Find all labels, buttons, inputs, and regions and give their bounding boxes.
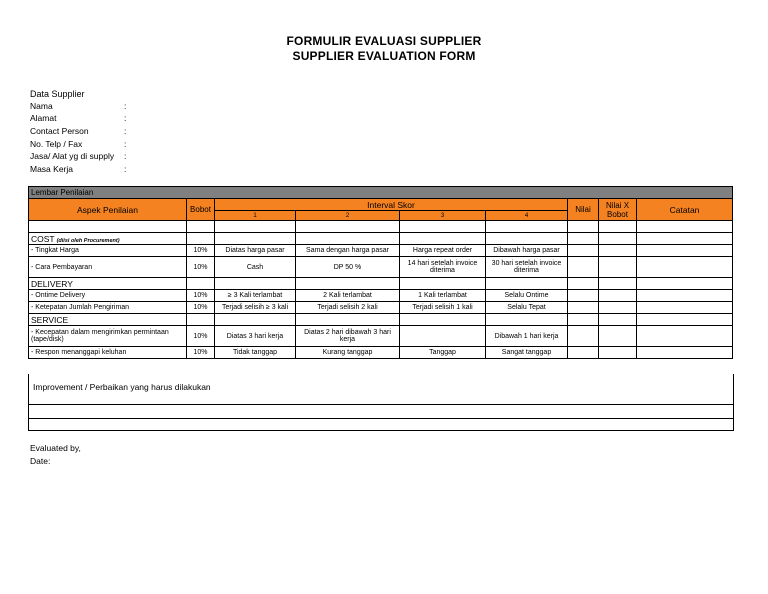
score-3-cell: 14 hari setelah invoice diterima [400, 257, 486, 278]
cost-note: (diisi oleh Procurement) [56, 237, 120, 244]
blank-cell [637, 233, 733, 245]
evaluated-by-label: Evaluated by, [30, 443, 81, 453]
score-2-cell: Terjadi selisih 2 kali [296, 302, 400, 314]
header-bobot: Bobot [187, 199, 215, 221]
service-section-row [29, 314, 733, 326]
nilai-bobot-cell[interactable] [599, 290, 637, 302]
blank-cell [187, 233, 215, 245]
nilai-cell[interactable] [568, 326, 599, 347]
field-contact-colon: : [124, 126, 127, 136]
score-2-cell: Sama dengan harga pasar [296, 245, 400, 257]
catatan-cell[interactable] [637, 347, 733, 359]
nilai-bobot-cell[interactable] [599, 326, 637, 347]
section-title: Lembar Penilaian [29, 187, 733, 199]
blank-cell [568, 278, 599, 290]
blank-cell [296, 233, 400, 245]
score-4-cell: Dibawah harga pasar [486, 245, 568, 257]
score-3-cell [400, 326, 486, 347]
blank-cell [486, 221, 568, 233]
blank-cell [568, 314, 599, 326]
nilai-cell[interactable] [568, 302, 599, 314]
blank-cell [187, 221, 215, 233]
improvement-line [29, 418, 733, 419]
field-masa-kerja-colon: : [124, 164, 127, 174]
header-interval: Interval Skor [215, 199, 568, 211]
cost-label: COST [31, 233, 55, 244]
field-telp-colon: : [124, 139, 127, 149]
blank-cell [486, 314, 568, 326]
nilai-bobot-cell[interactable] [599, 302, 637, 314]
catatan-cell[interactable] [637, 326, 733, 347]
blank-cell [486, 233, 568, 245]
field-contact-label: Contact Person [30, 126, 89, 136]
score-2-cell: DP 50 % [296, 257, 400, 278]
table-row [29, 326, 733, 347]
score-3-cell: Tanggap [400, 347, 486, 359]
blank-cell [400, 314, 486, 326]
score-3-cell: Terjadi selisih 1 kali [400, 302, 486, 314]
data-supplier-heading: Data Supplier [30, 89, 85, 99]
field-masa-kerja-label: Masa Kerja [30, 164, 73, 174]
blank-cell [29, 221, 187, 233]
blank-cell [486, 278, 568, 290]
aspek-cell: - Ketepatan Jumlah Pengiriman [29, 302, 187, 314]
catatan-cell[interactable] [637, 257, 733, 278]
bobot-cell: 10% [187, 347, 215, 359]
blank-cell [215, 314, 296, 326]
blank-cell [400, 221, 486, 233]
table-row [29, 302, 733, 314]
score-1-cell: Diatas harga pasar [215, 245, 296, 257]
date-label: Date: [30, 456, 51, 466]
nilai-cell[interactable] [568, 257, 599, 278]
blank-cell [187, 314, 215, 326]
score-1-cell: ≥ 3 Kali terlambat [215, 290, 296, 302]
table-row [29, 257, 733, 278]
nilai-cell[interactable] [568, 290, 599, 302]
table-row [29, 245, 733, 257]
nilai-bobot-cell[interactable] [599, 347, 637, 359]
field-nama-colon: : [124, 101, 127, 111]
score-4-cell: Sangat tanggap [486, 347, 568, 359]
score-4-cell: Selalu Tepat [486, 302, 568, 314]
blank-cell [568, 221, 599, 233]
nilai-bobot-cell[interactable] [599, 257, 637, 278]
score-4-cell: 30 hari setelah invoice diterima [486, 257, 568, 278]
field-alamat-colon: : [124, 113, 127, 123]
service-label: SERVICE [29, 314, 187, 326]
field-nama-label: Nama [30, 101, 53, 111]
section-bar [29, 187, 733, 199]
header-row [29, 199, 733, 211]
catatan-cell[interactable] [637, 290, 733, 302]
blank-cell [296, 221, 400, 233]
improvement-line [29, 404, 733, 405]
score-1-cell: Tidak tanggap [215, 347, 296, 359]
score-3-cell: Harga repeat order [400, 245, 486, 257]
form-title: FORMULIR EVALUASI SUPPLIER [286, 34, 482, 48]
header-nilai-bobot: Nilai X Bobot [599, 199, 637, 221]
header-aspek: Aspek Penilaian [29, 199, 187, 221]
header-nilai: Nilai [568, 199, 599, 221]
score-1-cell: Terjadi selisih ≥ 3 kali [215, 302, 296, 314]
score-2-cell: Diatas 2 hari dibawah 3 hari kerja [296, 326, 400, 347]
aspek-cell: - Kecepatan dalam mengirimkan permintaan (tape/disk) [29, 326, 187, 347]
improvement-box[interactable] [28, 374, 734, 431]
aspek-cell: - Ontime Delivery [29, 290, 187, 302]
score-2-cell: 2 Kali terlambat [296, 290, 400, 302]
blank-cell [599, 221, 637, 233]
catatan-cell[interactable] [637, 245, 733, 257]
blank-cell [400, 278, 486, 290]
blank-row [29, 221, 733, 233]
bobot-cell: 10% [187, 245, 215, 257]
aspek-cell: - Respon menanggapi keluhan [29, 347, 187, 359]
table-row [29, 347, 733, 359]
blank-cell [568, 233, 599, 245]
bobot-cell: 10% [187, 290, 215, 302]
delivery-label: DELIVERY [29, 278, 187, 290]
blank-cell [296, 278, 400, 290]
table-row [29, 290, 733, 302]
blank-cell [599, 233, 637, 245]
blank-cell [637, 314, 733, 326]
aspek-cell: - Tingkat Harga [29, 245, 187, 257]
cost-section-row [29, 233, 733, 245]
score-1-cell: Cash [215, 257, 296, 278]
field-jasa-colon: : [124, 151, 127, 161]
catatan-cell[interactable] [637, 302, 733, 314]
bobot-cell: 10% [187, 326, 215, 347]
blank-cell [599, 278, 637, 290]
blank-cell [599, 314, 637, 326]
blank-cell [400, 233, 486, 245]
cost-label-cell [29, 233, 187, 245]
bobot-cell: 10% [187, 257, 215, 278]
score-1: 1 [215, 211, 296, 221]
blank-cell [215, 221, 296, 233]
bobot-cell: 10% [187, 302, 215, 314]
nilai-cell[interactable] [568, 245, 599, 257]
form-subtitle: SUPPLIER EVALUATION FORM [292, 49, 476, 63]
score-1-cell: Diatas 3 hari kerja [215, 326, 296, 347]
aspek-cell: - Cara Pembayaran [29, 257, 187, 278]
blank-cell [296, 314, 400, 326]
score-4-cell: Selalu Ontime [486, 290, 568, 302]
evaluation-table [28, 186, 733, 359]
score-4: 4 [486, 211, 568, 221]
blank-cell [215, 278, 296, 290]
field-telp-label: No. Telp / Fax [30, 139, 83, 149]
blank-cell [637, 278, 733, 290]
blank-cell [637, 221, 733, 233]
blank-cell [215, 233, 296, 245]
score-2-cell: Kurang tanggap [296, 347, 400, 359]
nilai-bobot-cell[interactable] [599, 245, 637, 257]
score-2: 2 [296, 211, 400, 221]
score-4-cell: Dibawah 1 hari kerja [486, 326, 568, 347]
nilai-cell[interactable] [568, 347, 599, 359]
header-catatan: Catatan [637, 199, 733, 221]
field-jasa-label: Jasa/ Alat yg di supply [30, 151, 115, 161]
blank-cell [187, 278, 215, 290]
delivery-section-row [29, 278, 733, 290]
score-3: 3 [400, 211, 486, 221]
improvement-label: Improvement / Perbaikan yang harus dilakukan [33, 382, 211, 392]
score-3-cell: 1 Kali terlambat [400, 290, 486, 302]
field-alamat-label: Alamat [30, 113, 57, 123]
